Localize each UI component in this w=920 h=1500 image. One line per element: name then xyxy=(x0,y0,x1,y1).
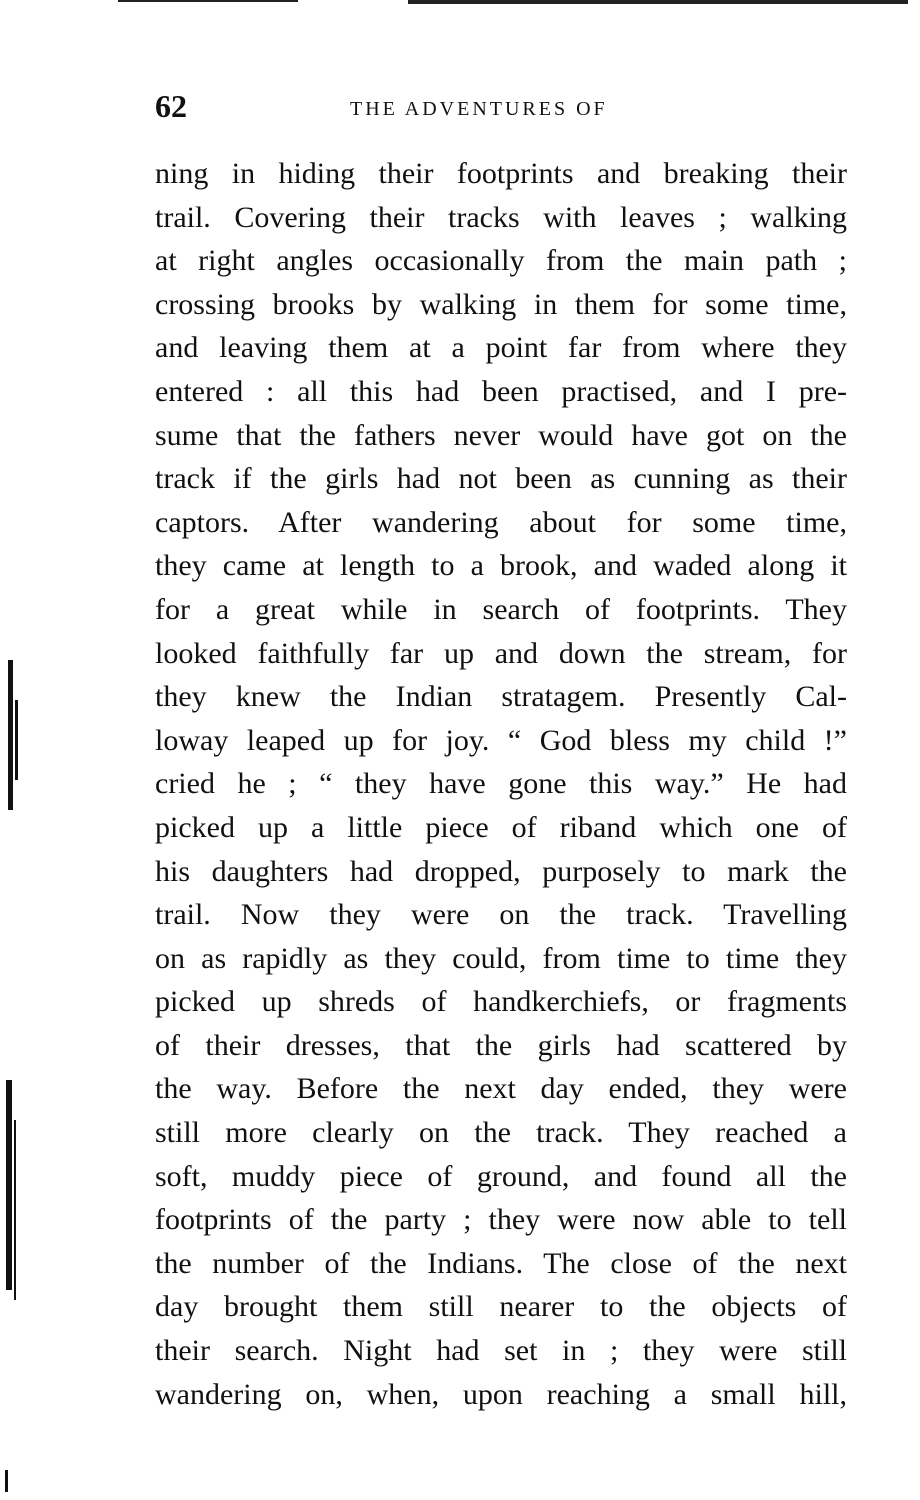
text-line: trail. Now they were on the track. Travelling xyxy=(155,898,847,932)
top-rule-right xyxy=(408,0,908,4)
text-line: still more clearly on the track. They reached a xyxy=(155,1116,847,1150)
text-line: soft, muddy piece of ground, and found all the xyxy=(155,1159,847,1193)
running-head: THE ADVENTURES OF xyxy=(350,98,608,120)
text-line: they knew the Indian stratagem. Presently Cal- xyxy=(155,680,847,714)
text-line: sume that the fathers never would have got on the xyxy=(155,418,847,452)
text-line: crossing brooks by walking in them for some time, xyxy=(155,287,847,321)
text-line: picked up a little piece of riband which one of xyxy=(155,810,847,844)
text-line: the way. Before the next day ended, they were xyxy=(155,1072,847,1106)
binding-mark xyxy=(5,1470,8,1492)
text-line: of their dresses, that the girls had scattered by xyxy=(155,1028,847,1062)
text-line: they came at length to a brook, and waded along it xyxy=(155,549,847,583)
text-line: track if the girls had not been as cunning as their xyxy=(155,462,847,496)
text-line: day brought them still nearer to the objects of xyxy=(155,1290,847,1324)
text-line: and leaving them at a point far from where they xyxy=(155,331,847,365)
text-line: picked up shreds of handkerchiefs, or fragments xyxy=(155,985,847,1019)
page-header xyxy=(155,88,845,128)
text-line: for a great while in search of footprints. They xyxy=(155,592,847,626)
text-line: cried he ; “ they have gone this way.” He had xyxy=(155,767,847,801)
binding-mark xyxy=(8,660,13,810)
binding-mark xyxy=(14,1120,16,1300)
text-line: captors. After wandering about for some time, xyxy=(155,505,847,539)
text-line: the number of the Indians. The close of the next xyxy=(155,1246,847,1280)
binding-mark xyxy=(15,700,18,780)
text-line: his daughters had dropped, purposely to mark the xyxy=(155,854,847,888)
body-text xyxy=(155,152,847,1416)
top-rule-left xyxy=(118,0,298,2)
text-line: their search. Night had set in ; they were still xyxy=(155,1334,847,1368)
text-line: loway leaped up for joy. “ God bless my child !” xyxy=(155,723,847,757)
text-line: entered : all this had been practised, and I pre- xyxy=(155,374,847,408)
text-line: looked faithfully far up and down the stream, for xyxy=(155,636,847,670)
text-line: wandering on, when, upon reaching a small hill, xyxy=(155,1377,847,1411)
text-line: on as rapidly as they could, from time to time they xyxy=(155,941,847,975)
text-line: at right angles occasionally from the main path ; xyxy=(155,244,847,278)
page-number: 62 xyxy=(155,88,187,124)
text-line: trail. Covering their tracks with leaves ; walking xyxy=(155,200,847,234)
binding-mark xyxy=(6,1080,12,1290)
text-line: ning in hiding their footprints and breaking their xyxy=(155,157,847,190)
text-line: footprints of the party ; they were now able to tell xyxy=(155,1203,847,1237)
